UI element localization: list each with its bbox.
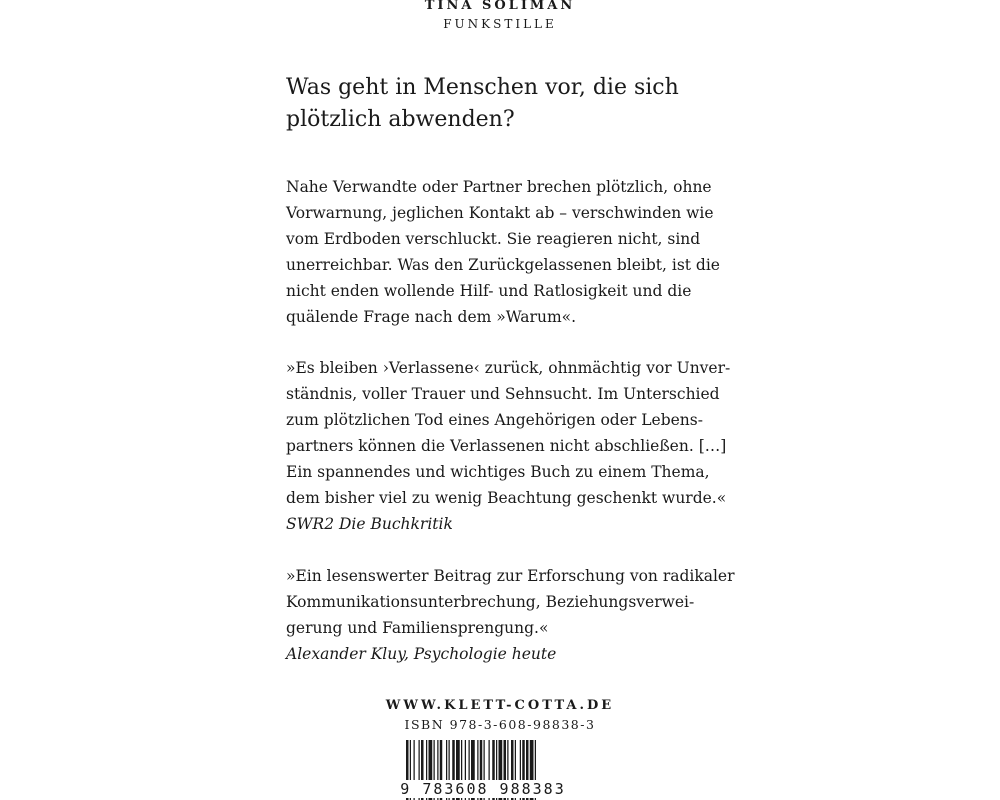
intro-line: Vorwarnung, jeglichen Kontakt ab – verschwinden wie <box>286 204 714 222</box>
quote-line: zum plötzlichen Tod eines Angehörigen oder Lebens- <box>286 411 703 429</box>
quote-line: gerung und Familiensprengung.« <box>286 619 549 637</box>
cover-header <box>0 0 1000 33</box>
headline-line-1: Was geht in Menschen vor, die sich <box>286 75 679 100</box>
quote-line: dem bisher viel zu wenig Beachtung geschenkt wurde.« <box>286 489 727 507</box>
author-name: TINA SOLIMAN <box>424 0 576 13</box>
barcode-digits: 9 783608 988383 <box>400 780 566 798</box>
intro-line: vom Erdboden verschluckt. Sie reagieren nicht, sind <box>286 230 701 248</box>
intro-paragraph <box>286 174 720 330</box>
book-title: FUNKSTILLE <box>443 17 557 31</box>
quote-line: »Ein lesenswerter Beitrag zur Erforschung von radikaler <box>286 567 735 585</box>
review-quote-psychologie-heute <box>286 563 735 667</box>
cover-footer <box>0 697 1000 734</box>
barcode-number <box>392 778 574 800</box>
review-quote-swr2 <box>286 355 731 537</box>
publisher-url: WWW.KLETT-COTTA.DE <box>385 698 615 713</box>
quote-line: Ein spannendes und wichtiges Buch zu einem Thema, <box>286 463 710 481</box>
quote-line: partners können die Verlassenen nicht abschließen. […] <box>286 437 727 455</box>
quote-source: SWR2 Die Buchkritik <box>286 515 453 533</box>
intro-line: nicht enden wollende Hilf- und Ratlosigkeit und die <box>286 282 692 300</box>
headline <box>286 72 706 136</box>
intro-line: unerreichbar. Was den Zurückgelassenen bleibt, ist die <box>286 256 720 274</box>
quote-source: Alexander Kluy, Psychologie heute <box>286 645 557 663</box>
quote-line: Kommunikationsunterbrechung, Beziehungsverwei- <box>286 593 695 611</box>
quote-line: »Es bleiben ›Verlassene‹ zurück, ohnmächtig vor Unver- <box>286 359 731 377</box>
intro-line: quälende Frage nach dem »Warum«. <box>286 308 577 326</box>
headline-line-2: plötzlich abwenden? <box>286 107 515 132</box>
intro-line: Nahe Verwandte oder Partner brechen plötzlich, ohne <box>286 178 712 196</box>
isbn: ISBN 978-3-608-98838-3 <box>404 717 596 732</box>
quote-line: ständnis, voller Trauer und Sehnsucht. Im Unterschied <box>286 385 720 403</box>
